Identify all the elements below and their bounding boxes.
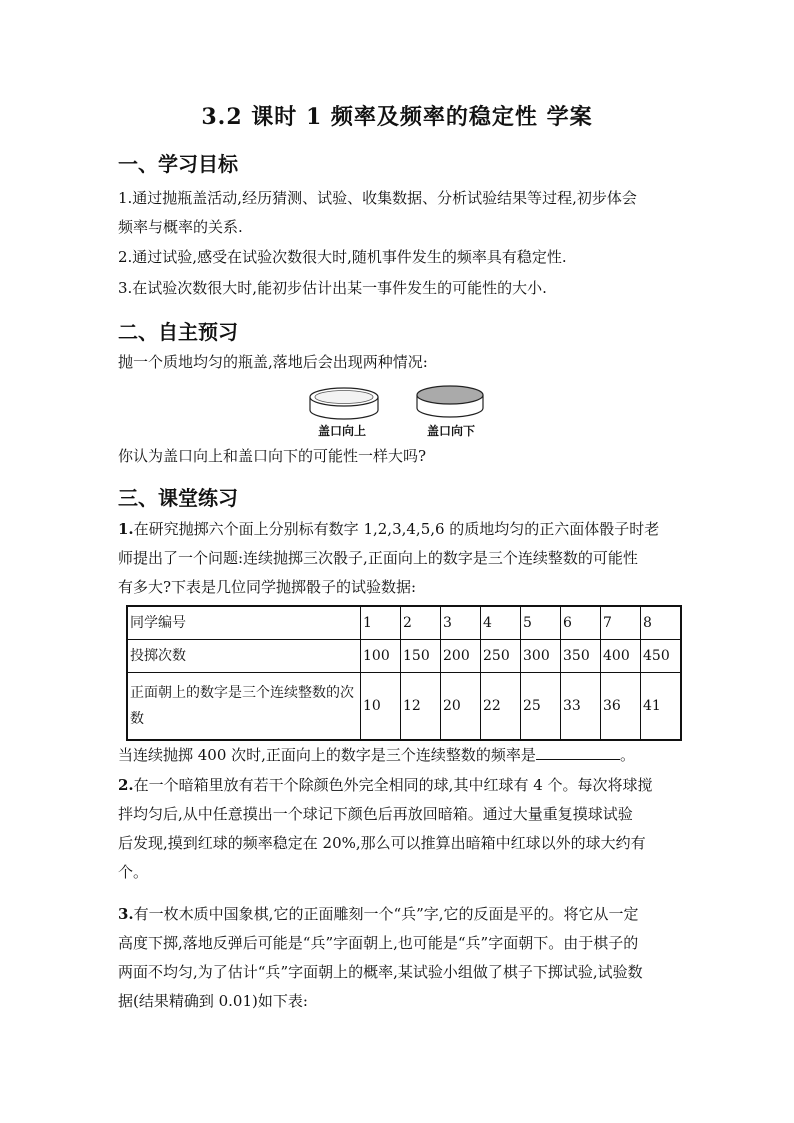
table-row bbox=[127, 640, 681, 673]
preview-question: 你认为盖口向上和盖口向下的可能性一样大吗? bbox=[118, 447, 427, 465]
table-row bbox=[127, 606, 681, 640]
page-title: 3.2 课时 1 频率及频率的稳定性 学案 bbox=[201, 104, 593, 130]
question-1-line-3: 有多大?下表是几位同学抛掷骰子的试验数据: bbox=[118, 578, 417, 596]
bottle-cap-drawing bbox=[0, 380, 794, 440]
table-cell: 400 bbox=[601, 640, 641, 673]
table-cell: 7 bbox=[601, 606, 641, 640]
question-2 bbox=[118, 771, 688, 887]
table-cell: 2 bbox=[401, 606, 441, 640]
objective-1-line-2: 频率与概率的关系. bbox=[118, 218, 243, 236]
table-cell: 41 bbox=[641, 673, 682, 741]
question-3-line-3: 两面不均匀,为了估计“兵”字面朝上的概率,某试验小组做了棋子下掷试验,试验数 bbox=[118, 963, 643, 981]
table-cell: 100 bbox=[361, 640, 401, 673]
table-cell: 3 bbox=[441, 606, 481, 640]
objective-1-line-1: 1.通过抛瓶盖活动,经历猜测、试验、收集数据、分析试验结果等过程,初步体会 bbox=[118, 189, 637, 207]
table-cell: 8 bbox=[641, 606, 682, 640]
question-3-line-4: 据(结果精确到 0.01)如下表: bbox=[118, 992, 308, 1010]
question-2-line-1: 在一个暗箱里放有若干个除颜色外完全相同的球,其中红球有 4 个。每次将球搅 bbox=[133, 776, 653, 794]
table-cell: 300 bbox=[521, 640, 561, 673]
answer-blank[interactable] bbox=[536, 745, 620, 760]
preview-intro: 抛一个质地均匀的瓶盖,落地后会出现两种情况: bbox=[118, 353, 428, 371]
question-2-line-2: 拌均匀后,从中任意摸出一个球记下颜色后再放回暗箱。通过大量重复摸球试验 bbox=[118, 805, 633, 823]
table-cell: 12 bbox=[401, 673, 441, 741]
question-1-prompt bbox=[118, 741, 698, 770]
table-cell: 200 bbox=[441, 640, 481, 673]
table-cell: 20 bbox=[441, 673, 481, 741]
question-2-line-4: 个。 bbox=[118, 863, 149, 881]
question-1-prompt-end: 。 bbox=[619, 746, 635, 764]
table-cell: 150 bbox=[401, 640, 441, 673]
cap-down-label: 盖口向下 bbox=[427, 424, 476, 438]
question-1 bbox=[118, 515, 678, 602]
question-2-number: 2. bbox=[118, 776, 134, 794]
table-cell: 350 bbox=[561, 640, 601, 673]
objective-3: 3.在试验次数很大时,能初步估计出某一事件发生的可能性的大小. bbox=[118, 279, 547, 297]
table-cell: 36 bbox=[601, 673, 641, 741]
table-cell: 450 bbox=[641, 640, 682, 673]
row-header-throw-count: 投掷次数 bbox=[127, 640, 361, 673]
table-row bbox=[127, 673, 681, 741]
table-cell: 5 bbox=[521, 606, 561, 640]
question-3-line-1: 有一枚木质中国象棋,它的正面雕刻一个“兵”字,它的反面是平的。将它从一定 bbox=[133, 905, 639, 923]
section-heading-objectives: 一、学习目标 bbox=[118, 152, 238, 176]
dice-data-table bbox=[126, 605, 682, 741]
question-3 bbox=[118, 900, 688, 1016]
cap-down-icon bbox=[417, 386, 483, 417]
table-cell: 250 bbox=[481, 640, 521, 673]
table-cell: 33 bbox=[561, 673, 601, 741]
table-cell: 25 bbox=[521, 673, 561, 741]
bottle-cap-figure bbox=[0, 380, 794, 440]
table-cell: 6 bbox=[561, 606, 601, 640]
table-cell: 22 bbox=[481, 673, 521, 741]
question-3-line-2: 高度下掷,落地反弹后可能是“兵”字面朝上,也可能是“兵”字面朝下。由于棋子的 bbox=[118, 934, 639, 952]
cap-up-icon bbox=[310, 388, 378, 419]
question-1-prompt-text: 当连续抛掷 400 次时,正面向上的数字是三个连续整数的频率是 bbox=[118, 746, 536, 764]
table-cell: 10 bbox=[361, 673, 401, 741]
row-header-student-number: 同学编号 bbox=[127, 606, 361, 640]
table-cell: 4 bbox=[481, 606, 521, 640]
objective-1 bbox=[118, 184, 678, 242]
question-1-line-1: 在研究抛掷六个面上分别标有数字 1,2,3,4,5,6 的质地均匀的正六面体骰子时老 bbox=[133, 520, 660, 538]
table-cell: 1 bbox=[361, 606, 401, 640]
question-1-number: 1. bbox=[118, 520, 134, 538]
cap-up-label: 盖口向上 bbox=[318, 424, 367, 438]
objective-2: 2.通过试验,感受在试验次数很大时,随机事件发生的频率具有稳定性. bbox=[118, 248, 567, 266]
section-heading-preview: 二、自主预习 bbox=[118, 320, 238, 344]
row-header-consecutive-count: 正面朝上的数字是三个连续整数的次数 bbox=[127, 673, 361, 741]
section-heading-practice: 三、课堂练习 bbox=[118, 486, 238, 510]
question-1-line-2: 师提出了一个问题:连续抛掷三次骰子,正面向上的数字是三个连续整数的可能性 bbox=[118, 549, 638, 567]
question-2-line-3: 后发现,摸到红球的频率稳定在 20%,那么可以推算出暗箱中红球以外的球大约有 bbox=[118, 834, 646, 852]
question-3-number: 3. bbox=[118, 905, 134, 923]
